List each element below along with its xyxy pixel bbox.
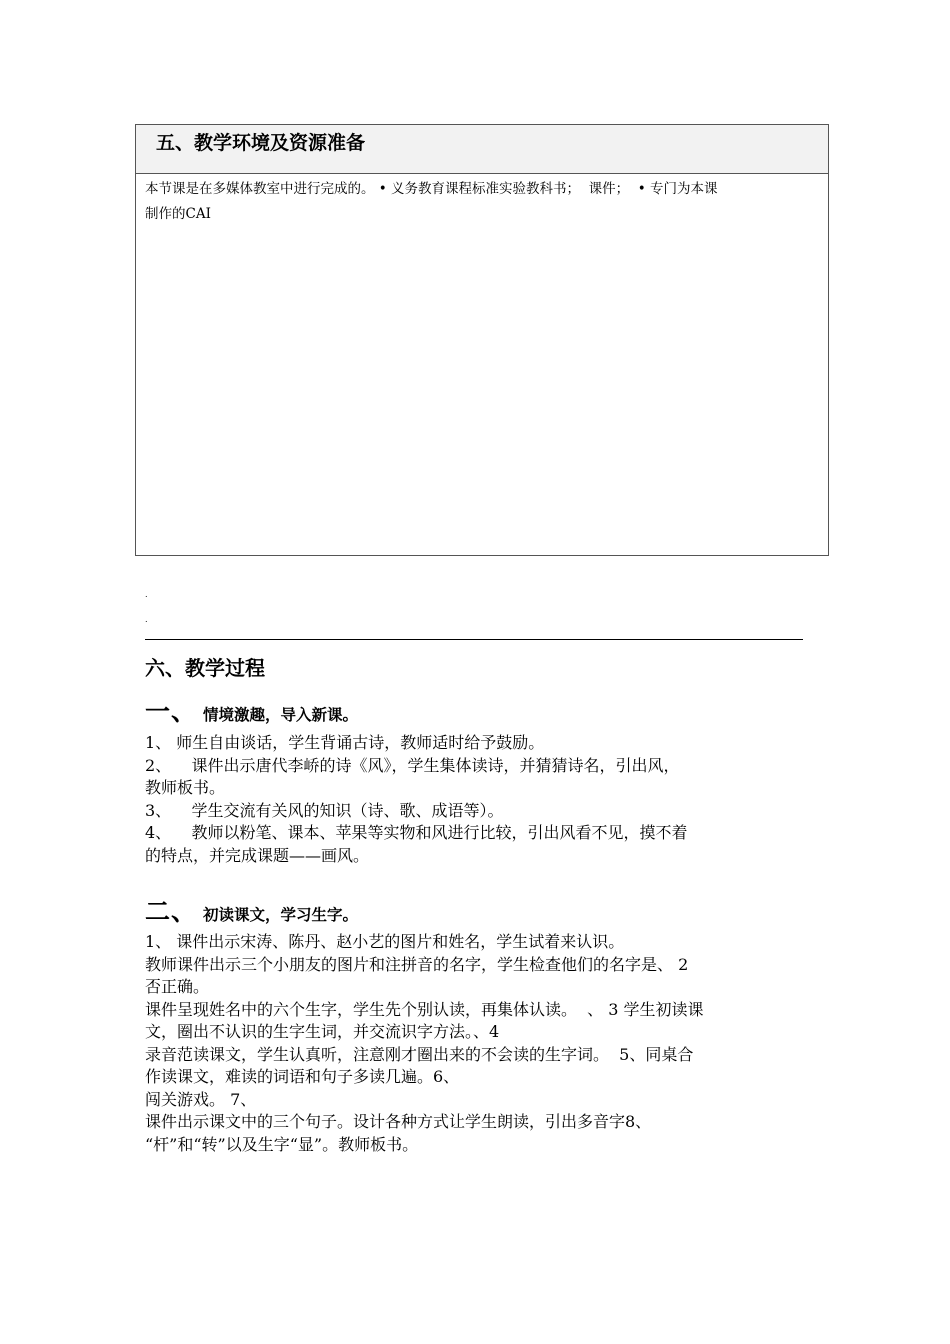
resources-text	[145, 177, 821, 227]
part2-line: 课件出示课文中的三个句子。设计各种方式让学生朗读，引出多音字8、	[145, 1112, 652, 1131]
part2-line: 录音范读课文，学生认真听，注意刚才圈出来的不会读的生字词。 5、同桌合	[145, 1044, 694, 1064]
header-divider	[145, 639, 803, 640]
part1-body	[145, 732, 807, 867]
resources-line: 本节课是在多媒体教室中进行完成的。 • 义务教育课程标准实验教科书； 课件； • 专门为本课	[145, 181, 718, 197]
part2-heading	[145, 892, 358, 928]
part1-heading	[145, 692, 358, 728]
part2-line: 文，圈出不认识的生字生词，并交流识字方法。、4	[145, 1022, 500, 1041]
stray-dot: .	[145, 615, 148, 624]
part1-line: 1、 师生自由谈话，学生背诵古诗，教师适时给予鼓励。	[145, 733, 545, 752]
part1-number: 一、	[145, 697, 198, 726]
stray-dot: .	[145, 590, 148, 599]
part1-line: 的特点，并完成课题——画风。	[145, 845, 370, 865]
part2-line: 课件呈现姓名中的六个生字，学生先个别认读，再集体认读。 、 3 学生初读课	[145, 999, 704, 1019]
resources-line: 制作的CAI	[145, 206, 211, 222]
resources-table	[135, 124, 829, 556]
part2-heading-text: 初读课文，学习生字。	[203, 906, 359, 924]
section5-title: 五、教学环境及资源准备	[156, 132, 366, 154]
part2-number: 二、	[145, 897, 198, 926]
part2-line: 教师课件出示三个小朋友的图片和注拼音的名字，学生检查他们的名字是、 2	[145, 954, 689, 974]
part1-line: 2、 课件出示唐代李峤的诗《风》，学生集体读诗，并猜猜诗名，引出风，	[145, 755, 680, 775]
part2-line: 1、 课件出示宋涛、陈丹、赵小艺的图片和姓名，学生试着来认识。	[145, 932, 625, 951]
table-header	[136, 125, 828, 174]
part1-line: 3、 学生交流有关风的知识（诗、歌、成语等）。	[145, 800, 504, 820]
part2-line: “杆”和“转”以及生字“显”。教师板书。	[145, 1134, 419, 1154]
part1-line: 4、 教师以粉笔、课本、苹果等实物和风进行比较，引出风看不见，摸不着	[145, 823, 688, 842]
part2-line: 否正确。	[145, 977, 210, 996]
part2-line: 作读课文，难读的词语和句子多读几遍。6、	[145, 1067, 460, 1086]
section6-title: 六、教学过程	[145, 656, 265, 680]
part2-body	[145, 931, 807, 1156]
part2-line: 闯关游戏。 7、	[145, 1089, 257, 1109]
part1-line: 教师板书。	[145, 778, 226, 797]
part1-heading-text: 情境激趣，导入新课。	[203, 706, 359, 724]
